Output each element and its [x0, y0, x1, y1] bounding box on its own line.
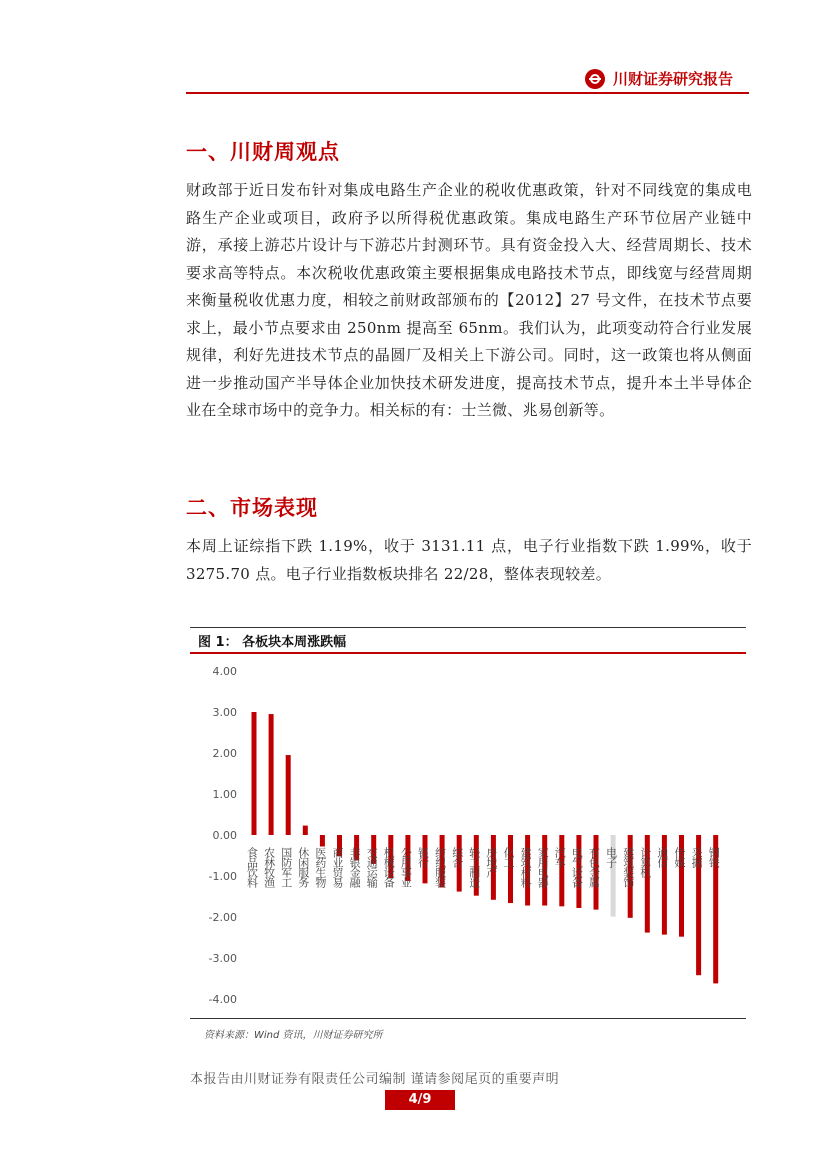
y-tick-label: -2.00: [208, 911, 237, 924]
y-tick-label: 3.00: [212, 706, 237, 719]
y-tick-label: -3.00: [208, 952, 237, 965]
x-category-label: 有色金属: [587, 847, 601, 887]
x-category-label: 家用电器: [536, 847, 550, 887]
footer-disclaimer: 本报告由川财证券有限责任公司编制 谨请参阅尾页的重要声明: [190, 1072, 560, 1087]
section-title-viewpoint: 一、川财周观点: [186, 140, 340, 164]
x-category-label: 银行: [416, 847, 430, 867]
y-tick-label: 4.00: [212, 665, 237, 678]
x-category-label: 房地产: [484, 847, 498, 877]
x-category-label: 计算机: [638, 847, 652, 877]
x-category-label: 交通运输: [365, 847, 379, 887]
company-logo-icon: [585, 69, 605, 89]
x-category-label: 食品饮料: [245, 847, 259, 887]
x-category-label: 电子: [604, 847, 618, 867]
y-tick-label: 2.00: [212, 747, 237, 760]
market-paragraph: 本周上证综指下跌 1.19%，收于 3131.11 点，电子行业指数下跌 1.99%，收于 3275.70 点。电子行业指数板块排名 22/28，整体表现较差。: [186, 537, 752, 583]
x-category-label: 农林牧渔: [262, 847, 276, 887]
section-title-market: 二、市场表现: [186, 496, 318, 520]
x-category-label: 休闲服务: [296, 847, 310, 887]
x-category-label: 传媒: [673, 847, 686, 867]
x-category-label: 商业贸易: [331, 847, 344, 887]
x-category-label: 非银金融: [348, 847, 362, 887]
sector-change-chart: [190, 655, 746, 1015]
x-category-label: 钢铁: [707, 847, 721, 867]
y-tick-label: 1.00: [212, 788, 237, 801]
x-category-label: 纺织服装: [433, 847, 447, 887]
x-category-label: 机械设备: [382, 847, 396, 887]
bar-食品饮料: [252, 712, 257, 835]
viewpoint-paragraph: 财政部于近日发布针对集成电路生产企业的税收优惠政策，针对不同线宽的集成电路生产企业或项目，政府予以所得税优惠政策。集成电路生产环节位居产业链中游，承接上游芯片设计与下游芯片封测环节。具有资金投入大、经营周期长、技术要求高等特点。本次税收优惠政策主要根据集成电路技术节点，即线宽与经营周期来衡量税收优惠力度，相较之前财政部颁布的【2012】27 号文件，在技术节点要求上，最小节点要求由 250nm 提高至 65nm。我们认为，此项变动符合行业发展规律，利好先进技术节点的晶圆厂及相关上下游公司。同时，这一政策也将从侧面进一步推动国产半导体企业加快技术研发进度，提高技术节点，提升本土半导体企业在全球市场中的竞争力。相关标的有：士兰微、兆易创新等。: [186, 181, 752, 419]
x-category-label: 建筑装饰: [621, 847, 635, 887]
figure-top-rule: [190, 627, 746, 628]
figure-title: 图 1： 各板块本周涨跌幅: [198, 635, 347, 650]
bar-休闲服务: [303, 826, 308, 835]
bar-农林牧渔: [269, 714, 274, 835]
x-category-label: 采掘: [690, 847, 704, 867]
x-category-label: 通信: [655, 847, 669, 867]
brand-title: 川财证券研究报告: [613, 70, 734, 88]
y-tick-label: -1.00: [208, 870, 237, 883]
x-category-label: 化工: [502, 847, 515, 867]
y-tick-label: 0.00: [212, 829, 237, 842]
report-header: [585, 68, 733, 89]
bar-化工: [508, 835, 513, 903]
figure-title-rule: [190, 652, 746, 654]
header-rule: [186, 92, 749, 94]
x-category-label: 轻工制造: [467, 847, 481, 887]
x-category-label: 汽车: [553, 847, 567, 867]
x-category-label: 国防军工: [279, 847, 293, 887]
bar-国防军工: [286, 755, 291, 835]
y-tick-label: -4.00: [208, 993, 237, 1006]
x-category-label: 电气设备: [570, 847, 584, 887]
figure-bottom-rule: [190, 1018, 746, 1019]
x-category-label: 综合: [450, 847, 464, 867]
figure-source: 资料来源：Wind 资讯，川财证券研究所: [204, 1030, 383, 1041]
x-category-label: 公用事业: [399, 847, 413, 887]
x-category-label: 医药生物: [313, 847, 327, 887]
bar-汽车: [559, 835, 564, 906]
page-number: 4/9: [385, 1090, 455, 1110]
x-category-label: 建筑材料: [519, 847, 533, 887]
bar-医药生物: [320, 835, 325, 846]
